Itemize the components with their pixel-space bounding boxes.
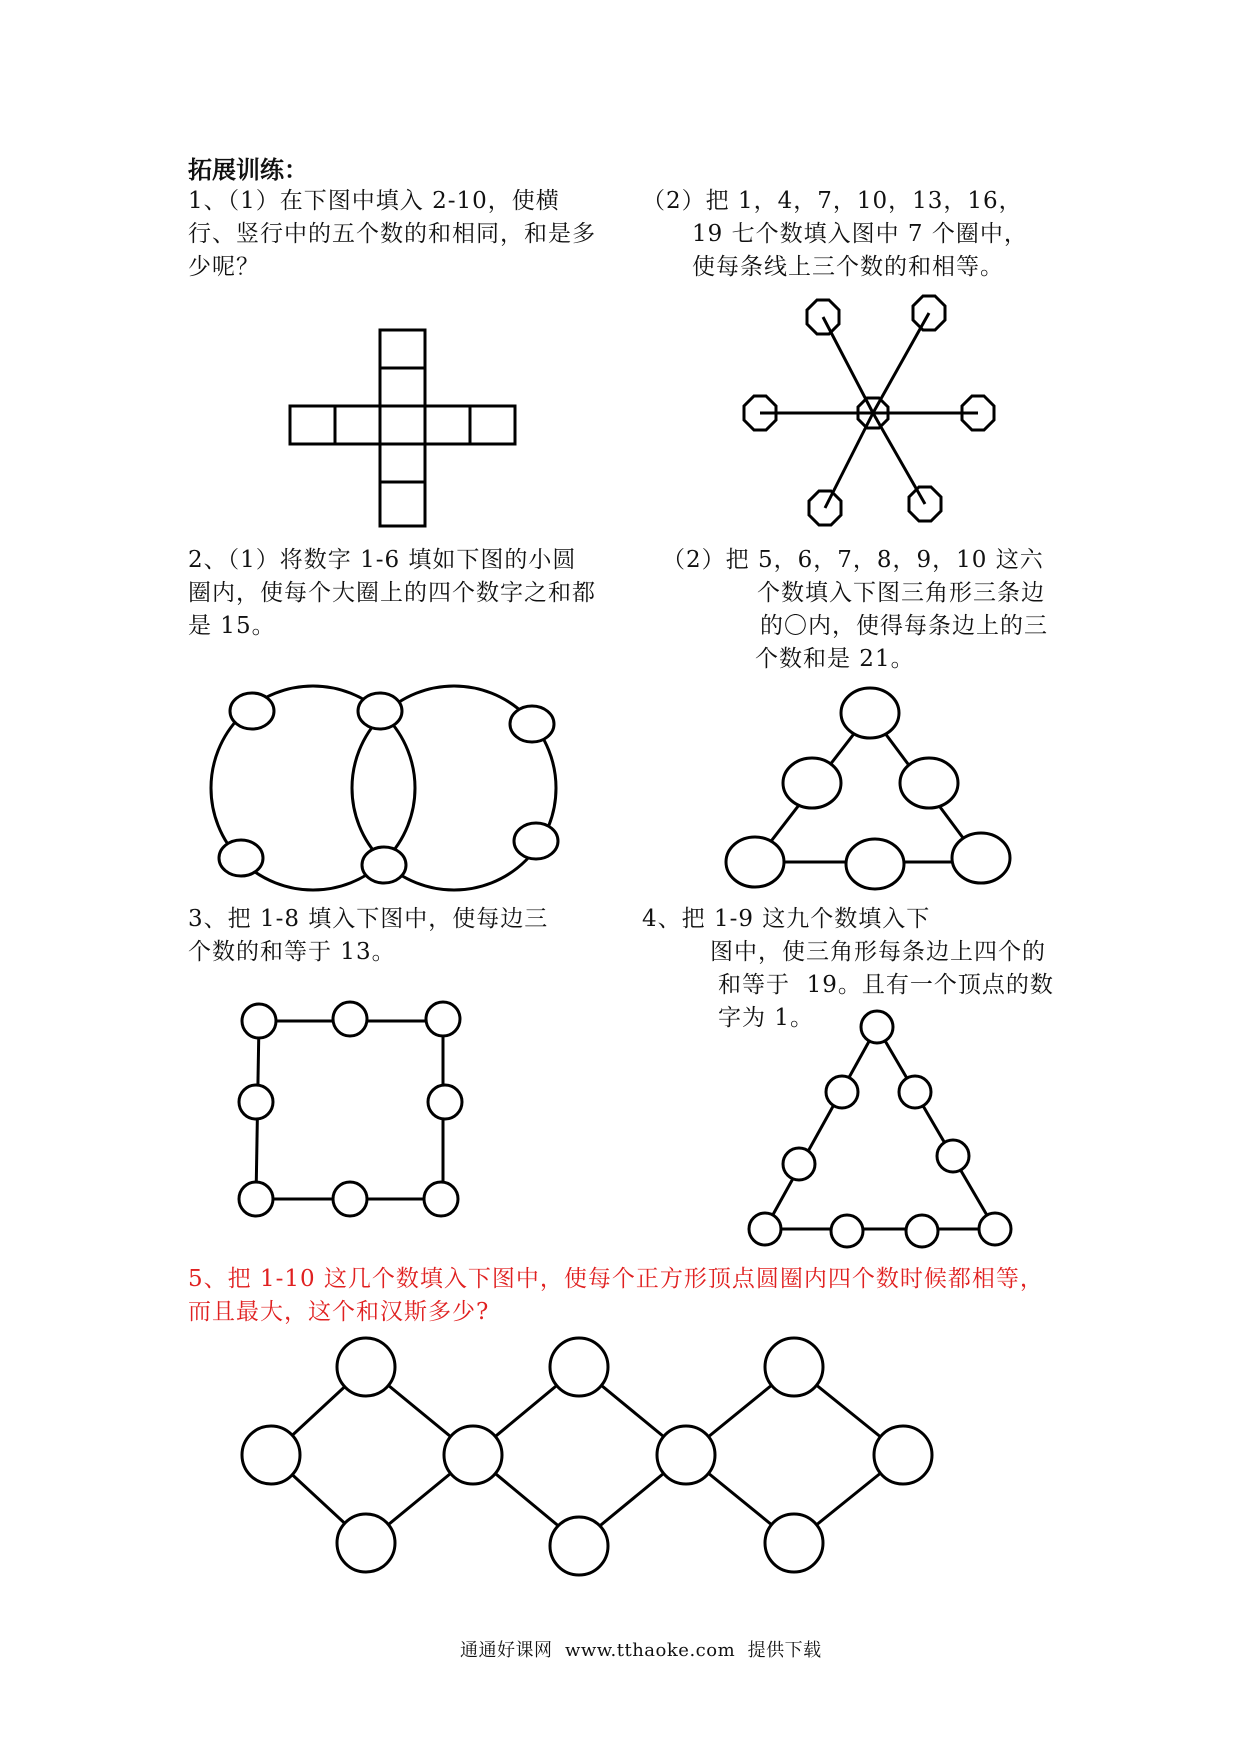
q4-line2: 图中，使三角形每条边上四个的 — [710, 939, 1046, 965]
q2-part1-line2: 圈内，使每个大圈上的四个数字之和都 — [188, 580, 596, 606]
page-title: 拓展训练： — [188, 155, 308, 184]
footer-credit: 通通好课网 www.tthaoke.com 提供下载 — [460, 1640, 822, 1661]
cross-grid-figure — [290, 330, 515, 526]
star-figure — [760, 313, 978, 508]
q1-part2-line2: 19 七个数填入图中 7 个圈中， — [692, 221, 1028, 247]
triangle-ellipse-nodes — [726, 688, 1010, 889]
q1-part2-line1: （2）把 1，4，7，10，13，16， — [642, 188, 1023, 214]
q2-part1-line1: 2、（1）将数字 1-6 填如下图的小圆 — [188, 547, 577, 573]
q5-line2: 而且最大，这个和汉斯多少? — [188, 1299, 490, 1325]
square-figure — [256, 1021, 443, 1199]
q2-part1-line3: 是 15。 — [188, 613, 276, 639]
q3-line2: 个数的和等于 13。 — [188, 939, 396, 965]
two-circles-nodes — [219, 693, 558, 883]
q5-line1: 5、把 1-10 这几个数填入下图中，使每个正方形顶点圆圈内四个数时候都相等， — [188, 1266, 1044, 1292]
triangle-circle-nodes — [749, 1011, 1011, 1247]
q1-part1-line3: 少呢？ — [188, 254, 260, 280]
q1-part1-line1: 1、（1）在下图中填入 2-10，使横 — [188, 188, 560, 214]
triangle-circle-figure — [765, 1027, 995, 1229]
q2-part2-line1: （2）把 5，6，7，8，9，10 这六 — [662, 547, 1044, 573]
q1-part1-line2: 行、竖行中的五个数的和相同，和是多 — [188, 221, 596, 247]
star-octagon-nodes — [744, 296, 994, 525]
q4-line3: 和等于 19。且有一个顶点的数 — [718, 972, 1054, 998]
q4-line4: 字为 1。 — [718, 1005, 814, 1031]
q2-part2-line4: 个数和是 21。 — [755, 646, 915, 672]
q3-line1: 3、把 1-8 填入下图中，使每边三 — [188, 906, 549, 932]
q2-part2-line2: 个数填入下图三角形三条边 — [757, 580, 1045, 606]
square-nodes — [239, 1002, 462, 1216]
diamond-chain-nodes — [242, 1338, 932, 1575]
q2-part2-line3: 的〇内，使得每条边上的三 — [760, 613, 1048, 639]
q4-line1: 4、把 1-9 这九个数填入下 — [642, 906, 931, 932]
q1-part2-line3: 使每条线上三个数的和相等。 — [692, 254, 1004, 280]
